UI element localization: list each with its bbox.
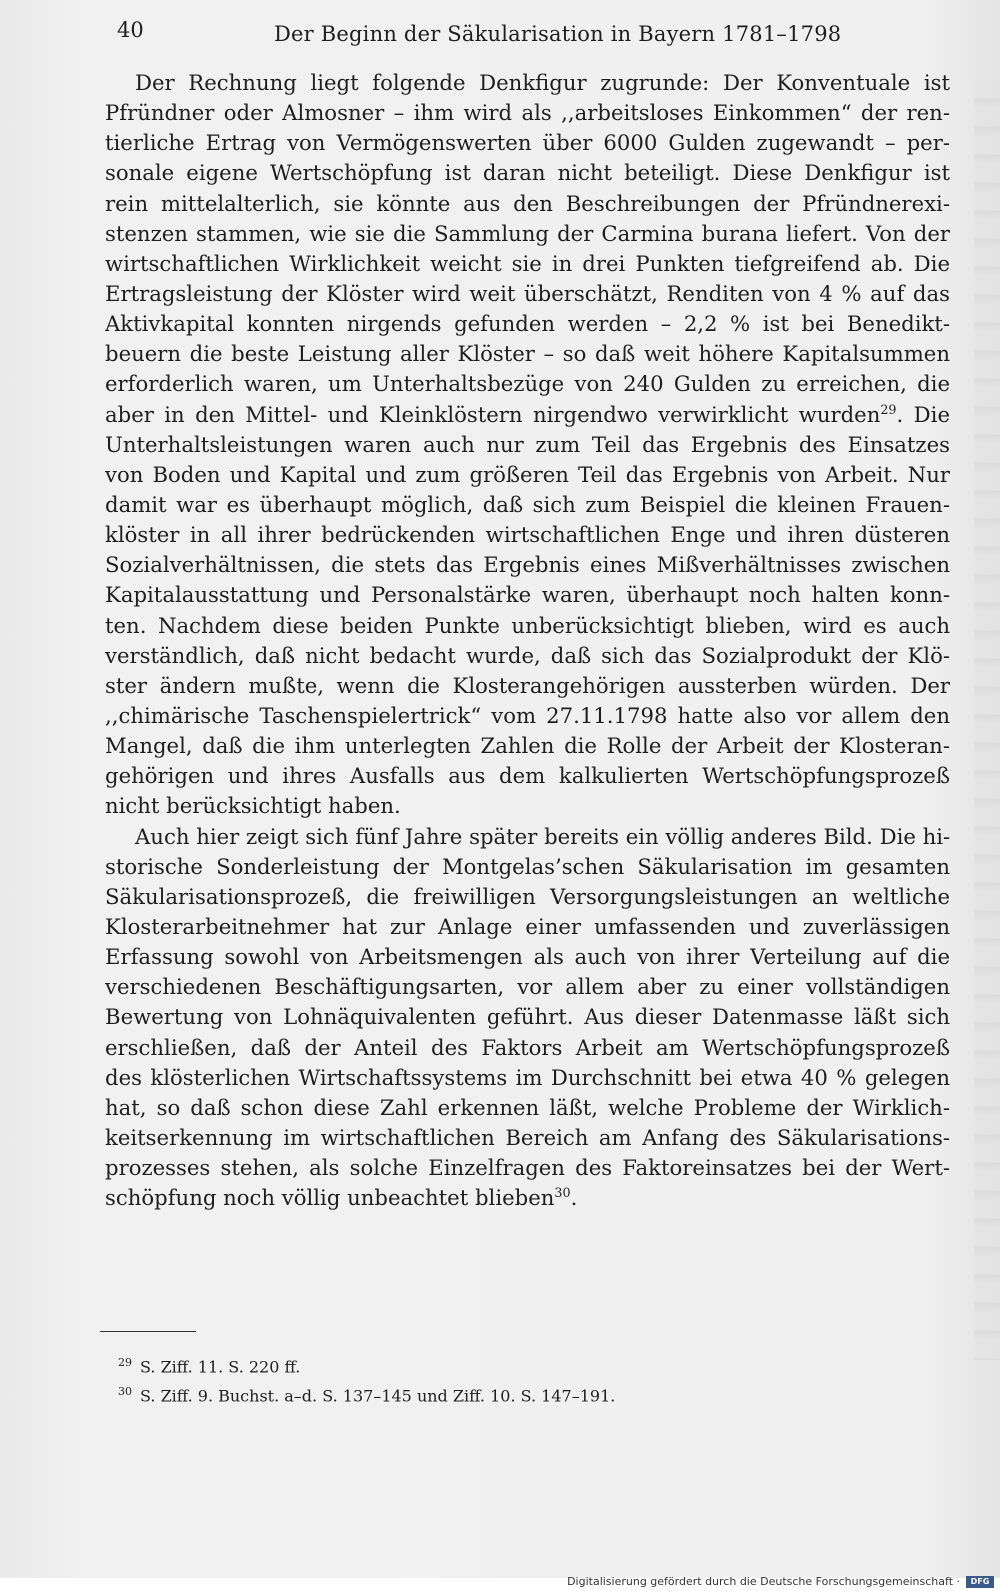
footnote-reference: 29 [880, 401, 897, 417]
text-line [105, 972, 950, 1002]
line-text: erschließen, daß der Anteil des Faktors Arbeit am Wertschöpfungsprozeß [105, 1034, 950, 1060]
text-line [105, 1002, 950, 1032]
digitization-credit: Digitalisierung gefördert durch die Deutsche Forschungsgemeinschaft · [567, 1575, 960, 1588]
text-line [105, 249, 950, 279]
text-line [105, 852, 950, 882]
text-line [105, 882, 950, 912]
line-text: von Boden und Kapital und zum größeren Teil das Ergebnis von Arbeit. Nur [105, 461, 950, 487]
text-line [105, 400, 950, 430]
line-text: Aktivkapital konnten nirgends gefunden werden – 2,2 % ist bei Benedikt- [105, 311, 950, 337]
text-line [105, 68, 950, 98]
text-line [105, 761, 950, 791]
line-text: damit war es überhaupt möglich, daß sich zum Beispiel die kleinen Frauen- [105, 491, 950, 517]
footnote-rule [100, 1331, 196, 1332]
text-line [105, 942, 950, 972]
text-line [105, 158, 950, 188]
line-text: sonale eigene Wertschöpfung ist daran nicht beteiligt. Diese Denkfigur ist [105, 160, 950, 186]
text-line [105, 822, 950, 852]
footnote-reference: 30 [554, 1185, 571, 1201]
line-text: storische Sonderleistung der Montgelas’schen Säkularisation im gesamten [105, 853, 950, 879]
footnote-29 [118, 1350, 718, 1379]
page-header [112, 14, 912, 54]
page-number: 40 [117, 18, 144, 42]
line-text: rein mittelalterlich, sie könnte aus den Beschreibungen der Pfründnerexi- [105, 190, 950, 216]
text-line [105, 611, 950, 641]
line-text: Ertragsleistung der Klöster wird weit überschätzt, Renditen von 4 % auf das [105, 280, 950, 306]
line-text: nicht berücksichtigt haben. [105, 793, 401, 819]
text-line [105, 1093, 950, 1123]
text-line [105, 1183, 950, 1213]
running-head: Der Beginn der Säkularisation in Bayern 1781–1798 [274, 22, 842, 46]
text-line [105, 279, 950, 309]
line-text: ten. Nachdem diese beiden Punkte unberücksichtigt blieben, wird es auch [105, 612, 950, 638]
text-line [105, 98, 950, 128]
text-line [105, 1063, 950, 1093]
line-text: stenzen stammen, wie sie die Sammlung der Carmina burana liefert. Von der [105, 220, 950, 246]
text-line [105, 339, 950, 369]
line-text: verständlich, daß nicht bedacht wurde, daß sich das Sozialprodukt der Klö- [105, 642, 950, 668]
line-text: Erfassung sowohl von Arbeitsmengen als auch von ihrer Verteilung auf die [105, 944, 950, 970]
text-line [105, 460, 950, 490]
line-text: ,,chimärische Taschenspielertrick“ vom 27.11.1798 hatte also vor allem den [105, 702, 950, 728]
line-text: prozesses stehen, als solche Einzelfragen des Faktoreinsatzes bei der Wert- [105, 1155, 950, 1181]
line-text: gehörigen und ihres Ausfalls aus dem kalkulierten Wertschöpfungsprozeß [105, 763, 950, 789]
text-line [105, 490, 950, 520]
footnote-number: 29 [118, 1356, 132, 1369]
line-text: des klösterlichen Wirtschaftssystems im Durchschnitt bei etwa 40 % gelegen [105, 1064, 950, 1090]
text-line [105, 641, 950, 671]
line-text: tierliche Ertrag von Vermögenswerten über 6000 Gulden zugewandt – per- [105, 130, 950, 156]
text-line [105, 369, 950, 399]
body-text [105, 68, 950, 1213]
line-text: wirtschaftlichen Wirklichkeit weicht sie in drei Punkten tiefgreifend ab. Die [105, 250, 950, 276]
line-text: Mangel, daß die ihm unterlegten Zahlen die Rolle der Arbeit der Klosteran- [105, 733, 950, 759]
line-text: Pfründner oder Almosner – ihm wird als ,,arbeitsloses Einkommen“ der ren- [105, 100, 950, 126]
footnote-text: S. Ziff. 11. S. 220 ff. [140, 1357, 301, 1377]
line-text: Säkularisationsprozeß, die freiwilligen Versorgungsleistungen an weltliche [105, 883, 950, 909]
line-text: hat, so daß schon diese Zahl erkennen läßt, welche Probleme der Wirklich- [105, 1094, 950, 1120]
text-line [105, 520, 950, 550]
text-line [105, 219, 950, 249]
line-text: Auch hier zeigt sich fünf Jahre später bereits ein völlig anderes Bild. Die hi- [135, 823, 950, 849]
line-text: beuern die beste Leistung aller Klöster – so daß weit höhere Kapitalsummen [105, 341, 950, 367]
footnotes [118, 1350, 718, 1409]
line-text: Sozialverhältnissen, die stets das Ergebnis eines Mißverhältnisses zwischen [105, 552, 950, 578]
text-line [105, 580, 950, 610]
dfg-logo: DFG [966, 1576, 994, 1588]
line-text-continued: . [570, 1185, 578, 1211]
text-line [105, 309, 950, 339]
line-text: aber in den Mittel- und Kleinklöstern nirgendwo verwirklicht wurden [105, 401, 881, 427]
line-text: erforderlich waren, um Unterhaltsbezüge von 240 Gulden zu erreichen, die [105, 371, 950, 397]
text-line [105, 189, 950, 219]
footnote-text: S. Ziff. 9. Buchst. a–d. S. 137–145 und Ziff. 10. S. 147–191. [140, 1386, 616, 1406]
line-text: Kapitalausstattung und Personalstärke waren, überhaupt noch halten konn- [105, 582, 950, 608]
line-text: verschiedenen Beschäftigungsarten, vor allem aber zu einer vollständigen [105, 974, 950, 1000]
text-line [105, 128, 950, 158]
line-text: keitserkennung im wirtschaftlichen Bereich am Anfang des Säkularisations- [105, 1124, 950, 1150]
line-text-continued: . Die [896, 401, 950, 427]
text-line [105, 430, 950, 460]
facing-page-bleed [974, 80, 1000, 1360]
line-text: klöster in all ihrer bedrückenden wirtschaftlichen Enge und ihren düsteren [105, 522, 950, 548]
text-line [105, 1153, 950, 1183]
line-text: Der Rechnung liegt folgende Denkfigur zugrunde: Der Konventuale ist [135, 70, 950, 95]
footnote-30 [118, 1379, 718, 1408]
text-line [105, 671, 950, 701]
line-text: schöpfung noch völlig unbeachtet blieben [105, 1185, 555, 1211]
text-line [105, 912, 950, 942]
line-text: ster ändern mußte, wenn die Klosterangehörigen aussterben würden. Der [105, 672, 950, 698]
footnote-number: 30 [118, 1385, 132, 1399]
text-line [105, 701, 950, 731]
text-line [105, 1033, 950, 1063]
line-text: Unterhaltsleistungen waren auch nur zum Teil das Ergebnis des Einsatzes [105, 431, 950, 457]
line-text: Bewertung von Lohnäquivalenten geführt. Aus dieser Datenmasse läßt sich [105, 1004, 950, 1030]
text-line [105, 1123, 950, 1153]
text-line [105, 550, 950, 580]
line-text: Klosterarbeitnehmer hat zur Anlage einer umfassenden und zuverlässigen [105, 913, 950, 939]
text-line [105, 731, 950, 761]
text-line [105, 791, 950, 821]
